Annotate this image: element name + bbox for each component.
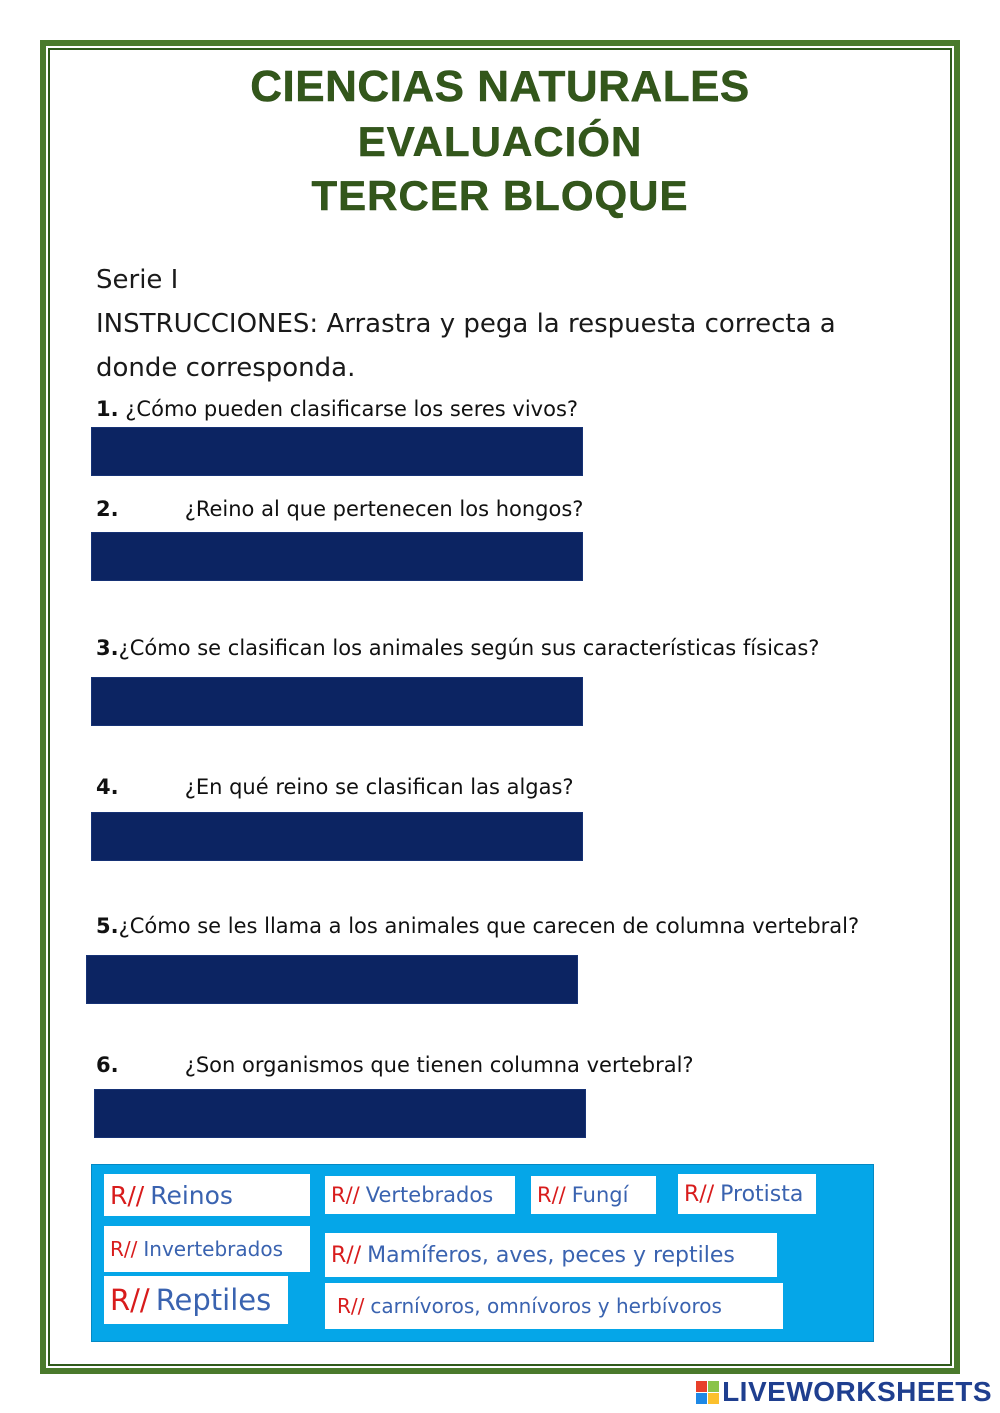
answer-chip-fungi[interactable]: R// Fungí [531,1176,656,1214]
answer-chip-reptiles[interactable]: R// Reptiles [104,1276,288,1324]
question-text: ¿Cómo se clasifican los animales según sus características físicas? [118,636,820,660]
answer-chip-vertebrados[interactable]: R// Vertebrados [325,1176,515,1214]
liveworksheets-logo[interactable] [696,1376,992,1408]
title-evaluation: EVALUACIÓN [357,118,643,165]
question-5 [96,914,859,938]
liveworksheets-icon [696,1381,719,1404]
answer-drop-zone-5[interactable] [86,955,578,1004]
answer-chip-carnivoros[interactable]: R// carnívoros, omnívoros y herbívoros [325,1283,783,1329]
question-number: 1. [96,397,119,421]
answer-chip-mamiferos[interactable]: R// Mamíferos, aves, peces y reptiles [325,1233,777,1277]
brand-name: LIVEWORKSHEETS [722,1376,992,1407]
question-text: ¿Son organismos que tienen columna vertebral? [184,1053,694,1077]
series-label: Serie I [96,265,179,295]
question-1 [96,397,578,421]
title-subject: CIENCIAS NATURALES [250,62,750,111]
question-number: 6. [96,1053,119,1077]
question-number: 4. [96,775,119,799]
answer-chip-protista[interactable]: R// Protista [678,1174,816,1214]
question-number: 2. [96,497,119,521]
question-number: 3. [96,636,119,660]
question-6 [96,1053,694,1077]
instructions-line1: INSTRUCCIONES: Arrastra y pega la respuesta correcta a [96,309,836,339]
question-number: 5. [96,914,119,938]
answer-drop-zone-2[interactable] [91,532,583,581]
answer-drop-zone-1[interactable] [91,427,583,476]
answer-drop-zone-4[interactable] [91,812,583,861]
question-3 [96,636,819,660]
title-block: TERCER BLOQUE [311,172,689,219]
answer-drop-zone-3[interactable] [91,677,583,726]
instructions-line2: donde corresponda. [96,353,356,383]
question-text: ¿Cómo pueden clasificarse los seres vivos? [125,397,579,421]
question-text: ¿En qué reino se clasifican las algas? [184,775,574,799]
question-text: ¿Reino al que pertenecen los hongos? [184,497,584,521]
question-2 [96,497,583,521]
answer-drop-zone-6[interactable] [94,1089,586,1138]
question-text: ¿Cómo se les llama a los animales que carecen de columna vertebral? [118,914,860,938]
answer-chip-invertebrados[interactable]: R// Invertebrados [104,1226,310,1272]
answer-chip-reinos[interactable]: R// Reinos [104,1174,310,1216]
question-4 [96,775,574,799]
